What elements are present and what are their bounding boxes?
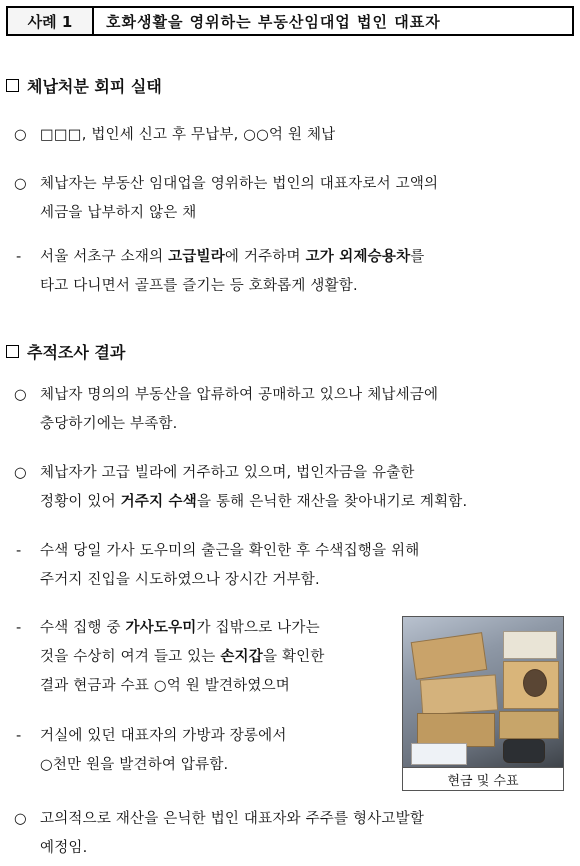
cash-and-checks-photo [402,616,564,768]
section2-title: 추적조사 결과 [27,343,126,362]
s2-item-1-line1: 체납자 명의의 부동산을 압류하여 공매하고 있으나 체납세금에 [40,387,439,403]
circle-bullet: ○ [14,176,27,192]
s2-dash-3 [16,722,402,780]
s1-dash-1-line2: 타고 다니면서 골프를 즐기는 등 호화롭게 생활함. [40,278,358,294]
s1-item-2-line1: 체납자는 부동산 임대업을 영위하는 법인의 대표자로서 고액의 [40,176,439,192]
checkbox-square-icon [6,79,19,92]
case-header [6,6,574,36]
s2-dash-1 [16,537,576,595]
s1-dash-1 [16,243,576,301]
circle-bullet: ○ [14,811,27,827]
s2-dash-1-line2: 주거지 진입을 시도하였으나 장시간 거부함. [40,572,320,588]
s2-item-2-line2: 정황이 있어 거주지 수색을 통해 은닉한 재산을 찾아내기로 계획함. [40,494,468,510]
case-label: 사례 1 [8,8,94,34]
s1-item-1 [14,121,574,150]
section2-heading [6,340,125,363]
section1-title: 체납처분 회피 실태 [27,77,162,96]
dash-bullet: - [16,543,22,559]
s2-dash-3-line1: 거실에 있던 대표자의 가방과 장롱에서 [40,728,287,744]
s2-item-1 [14,381,574,439]
s2-item-3 [14,805,580,863]
s1-item-2-line2: 세금을 납부하지 않은 채 [40,205,197,221]
case-title: 호화생활을 영위하는 부동산임대업 법인 대표자 [106,12,441,31]
section1-heading [6,74,162,97]
checkbox-square-icon [6,345,19,358]
s2-item-2 [14,459,580,517]
photo-caption: 현금 및 수표 [402,767,564,791]
dash-bullet: - [16,249,22,265]
s2-item-2-line1: 체납자가 고급 빌라에 거주하고 있으며, 법인자금을 유출한 [40,465,415,481]
s1-item-1-text: □□□, 법인세 신고 후 무납부, ○○억 원 체납 [40,127,336,143]
s2-dash-2-line1: 수색 집행 중 가사도우미가 집밖으로 나가는 [40,620,320,636]
s2-dash-2-line2: 것을 수상히 여겨 들고 있는 손지갑을 확인한 [40,649,325,665]
circle-bullet: ○ [14,127,27,143]
s2-dash-3-line2: ○천만 원을 발견하여 압류함. [40,757,229,773]
dash-bullet: - [16,620,22,636]
s2-dash-1-line1: 수색 당일 가사 도우미의 출근을 확인한 후 수색집행을 위해 [40,543,420,559]
s1-item-2 [14,170,574,228]
s2-dash-2 [16,614,402,701]
s2-item-3-line2: 예정임. [40,840,88,856]
s2-dash-2-line3: 결과 현금과 수표 ○억 원 발견하였으며 [40,678,291,694]
circle-bullet: ○ [14,465,27,481]
s2-item-3-line1: 고의적으로 재산을 은닉한 법인 대표자와 주주를 형사고발할 [40,811,425,827]
circle-bullet: ○ [14,387,27,403]
dash-bullet: - [16,728,22,744]
s2-item-1-line2: 충당하기에는 부족함. [40,416,178,432]
s1-dash-1-line1: 서울 서초구 소재의 고급빌라에 거주하며 고가 외제승용차를 [40,249,425,265]
